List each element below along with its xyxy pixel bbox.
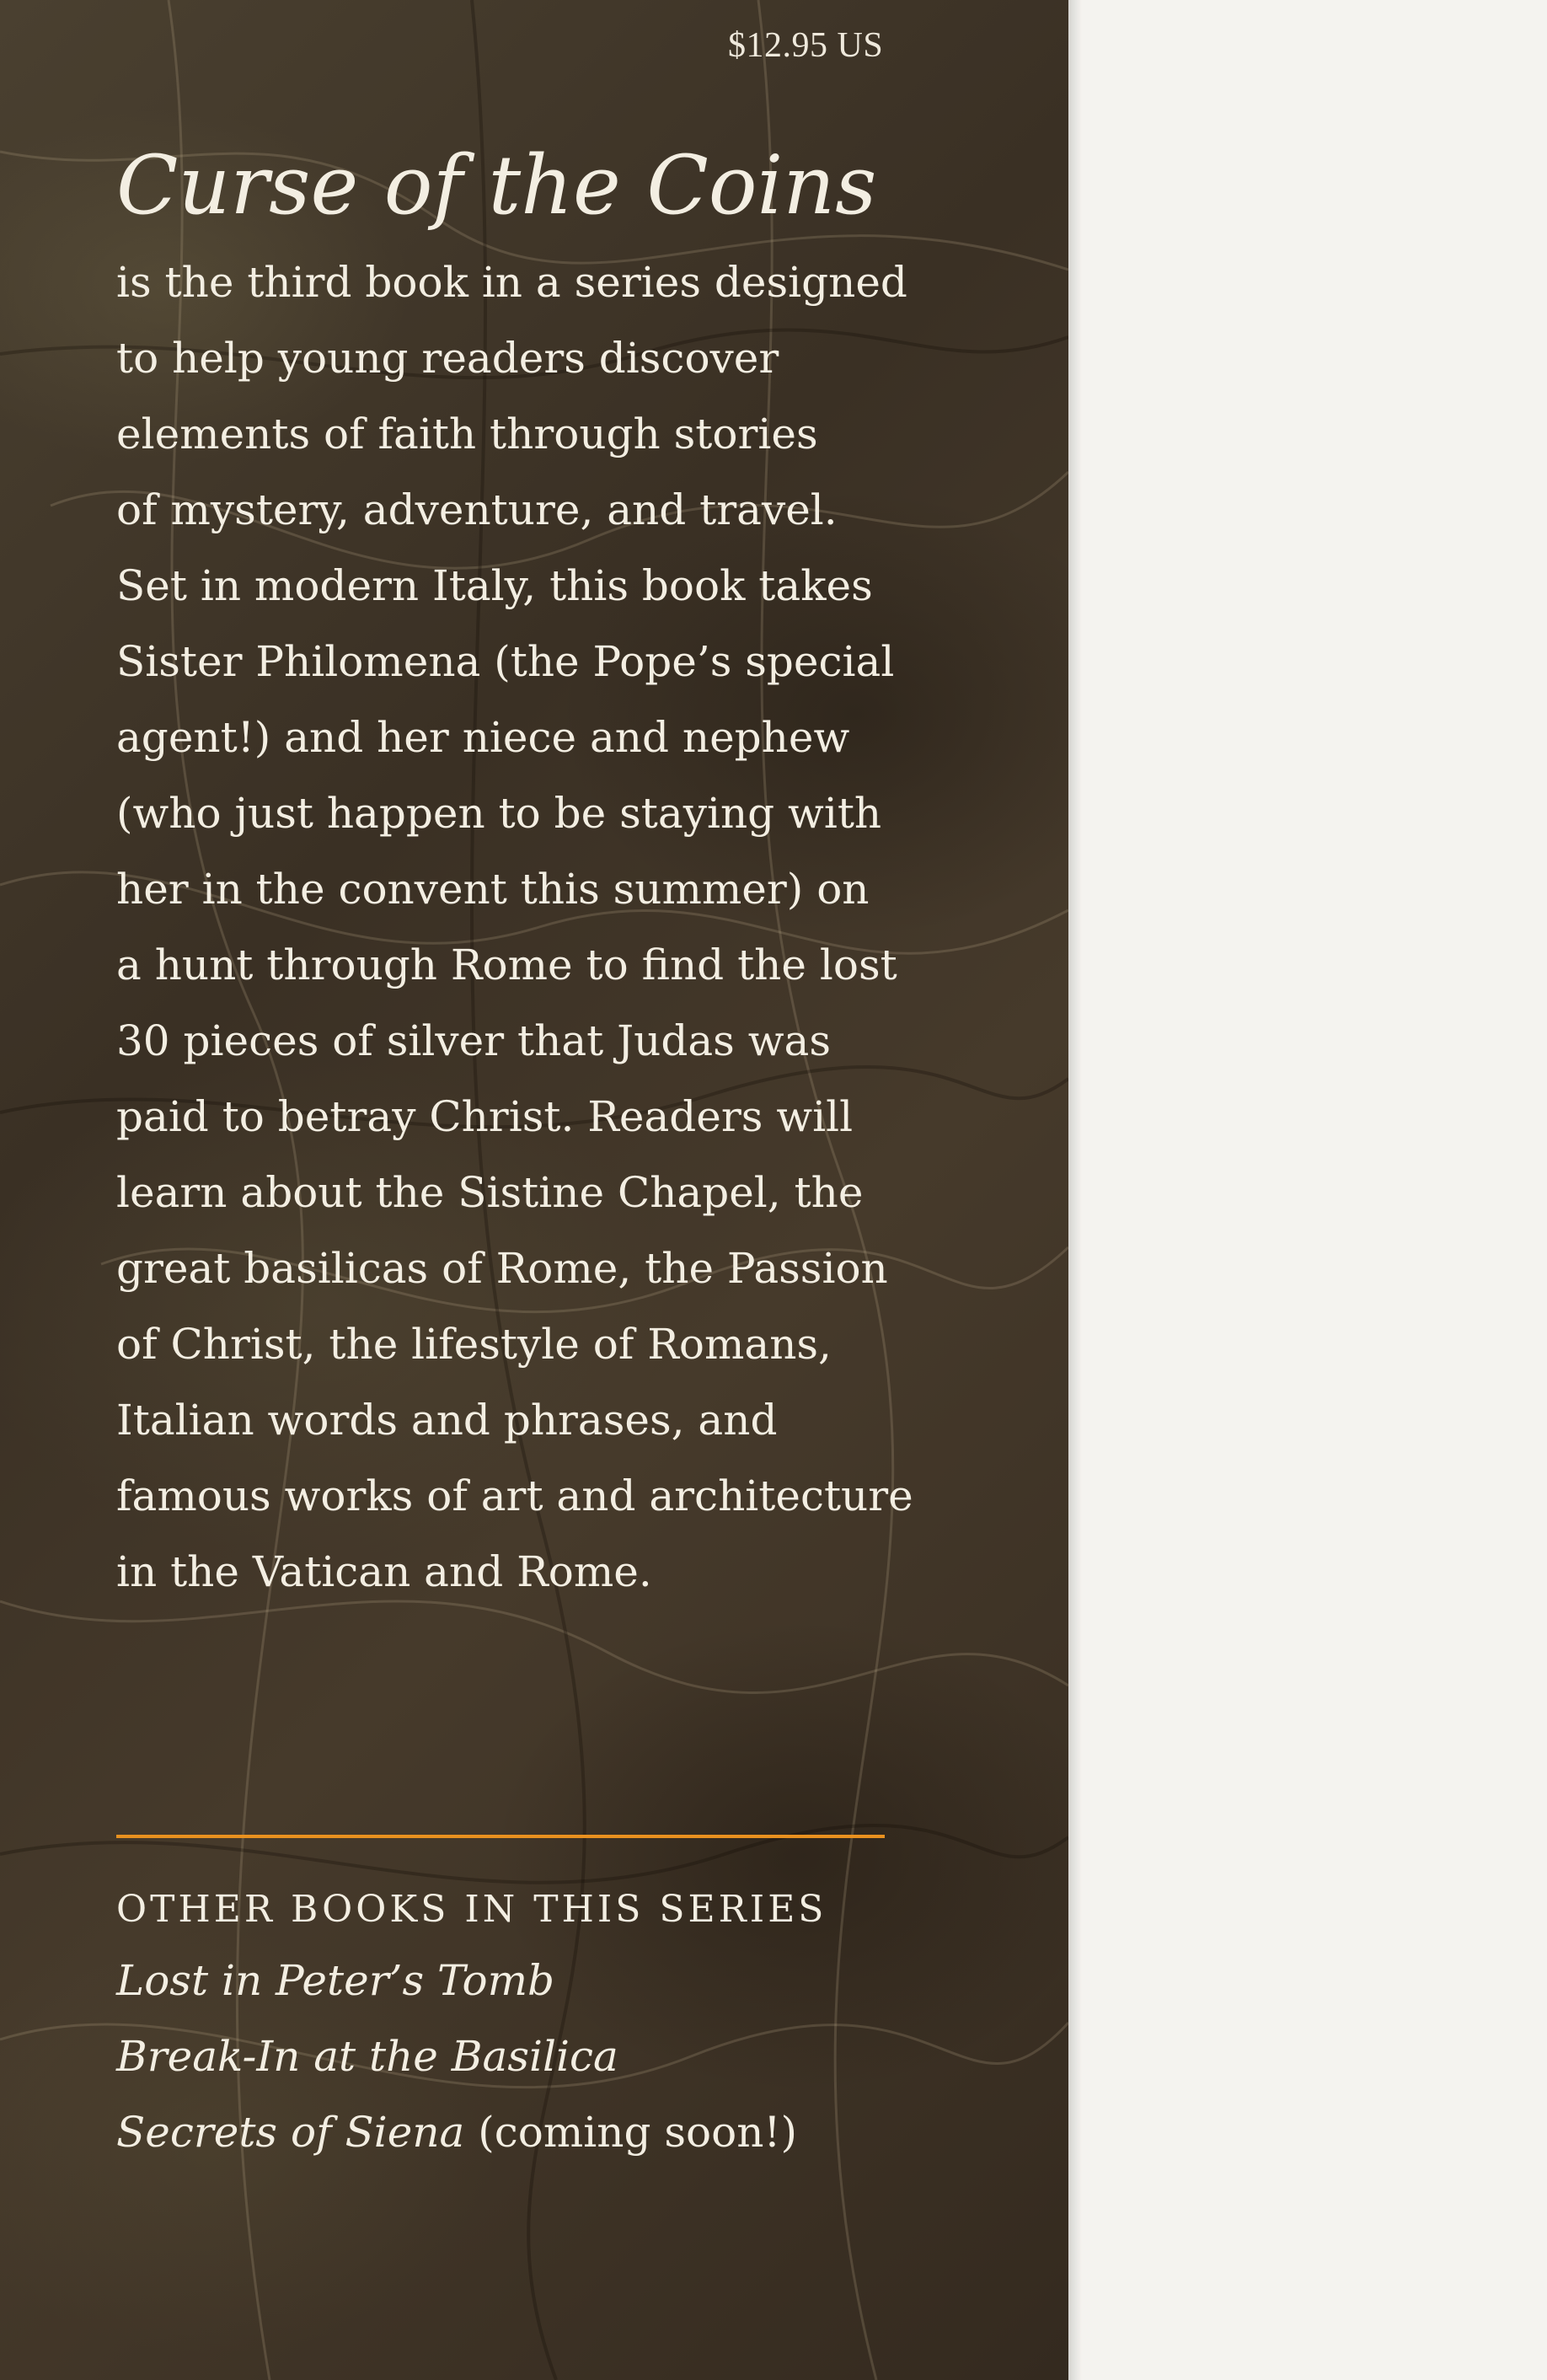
description-line: a hunt through Rome to find the lost xyxy=(116,941,897,989)
price-label: $12.95 US xyxy=(728,26,884,65)
series-book-note: (coming soon!) xyxy=(464,2108,798,2157)
description-line: is the third book in a series designed xyxy=(116,258,907,307)
series-book-item xyxy=(116,1943,797,2018)
description-line: (who just happen to be staying with xyxy=(116,789,882,838)
description-line: paid to betray Christ. Readers will xyxy=(116,1092,854,1141)
description-line: famous works of art and architecture xyxy=(116,1471,913,1520)
description-line: her in the convent this summer) on xyxy=(116,865,870,914)
series-book-title: Secrets of Siena xyxy=(116,2108,465,2157)
description-line: Sister Philomena (the Pope’s special xyxy=(116,637,895,686)
description-line: in the Vatican and Rome. xyxy=(116,1547,652,1596)
description-line: 30 pieces of silver that Judas was xyxy=(116,1016,831,1065)
description-line: of Christ, the lifestyle of Romans, xyxy=(116,1320,832,1369)
series-book-list xyxy=(116,1943,797,2170)
description-line: learn about the Sistine Chapel, the xyxy=(116,1168,864,1217)
description-line: great basilicas of Rome, the Passion xyxy=(116,1244,888,1293)
description-line: Set in modern Italy, this book takes xyxy=(116,561,873,610)
series-heading: OTHER BOOKS IN THIS SERIES xyxy=(116,1888,827,1931)
section-divider xyxy=(116,1835,885,1838)
book-description xyxy=(116,244,976,1610)
book-title: Curse of the Coins xyxy=(116,138,877,233)
series-book-title: Lost in Peter’s Tomb xyxy=(116,1956,555,2005)
series-book-item xyxy=(116,2018,797,2094)
description-line: Italian words and phrases, and xyxy=(116,1396,778,1445)
description-line: agent!) and her niece and nephew xyxy=(116,713,850,762)
series-book-item xyxy=(116,2094,797,2170)
page-edge-shadow xyxy=(1068,0,1082,2380)
description-line: elements of faith through stories xyxy=(116,410,818,458)
description-line: of mystery, adventure, and travel. xyxy=(116,485,838,534)
description-line: to help young readers discover xyxy=(116,334,779,383)
series-book-title: Break-In at the Basilica xyxy=(116,2032,618,2081)
